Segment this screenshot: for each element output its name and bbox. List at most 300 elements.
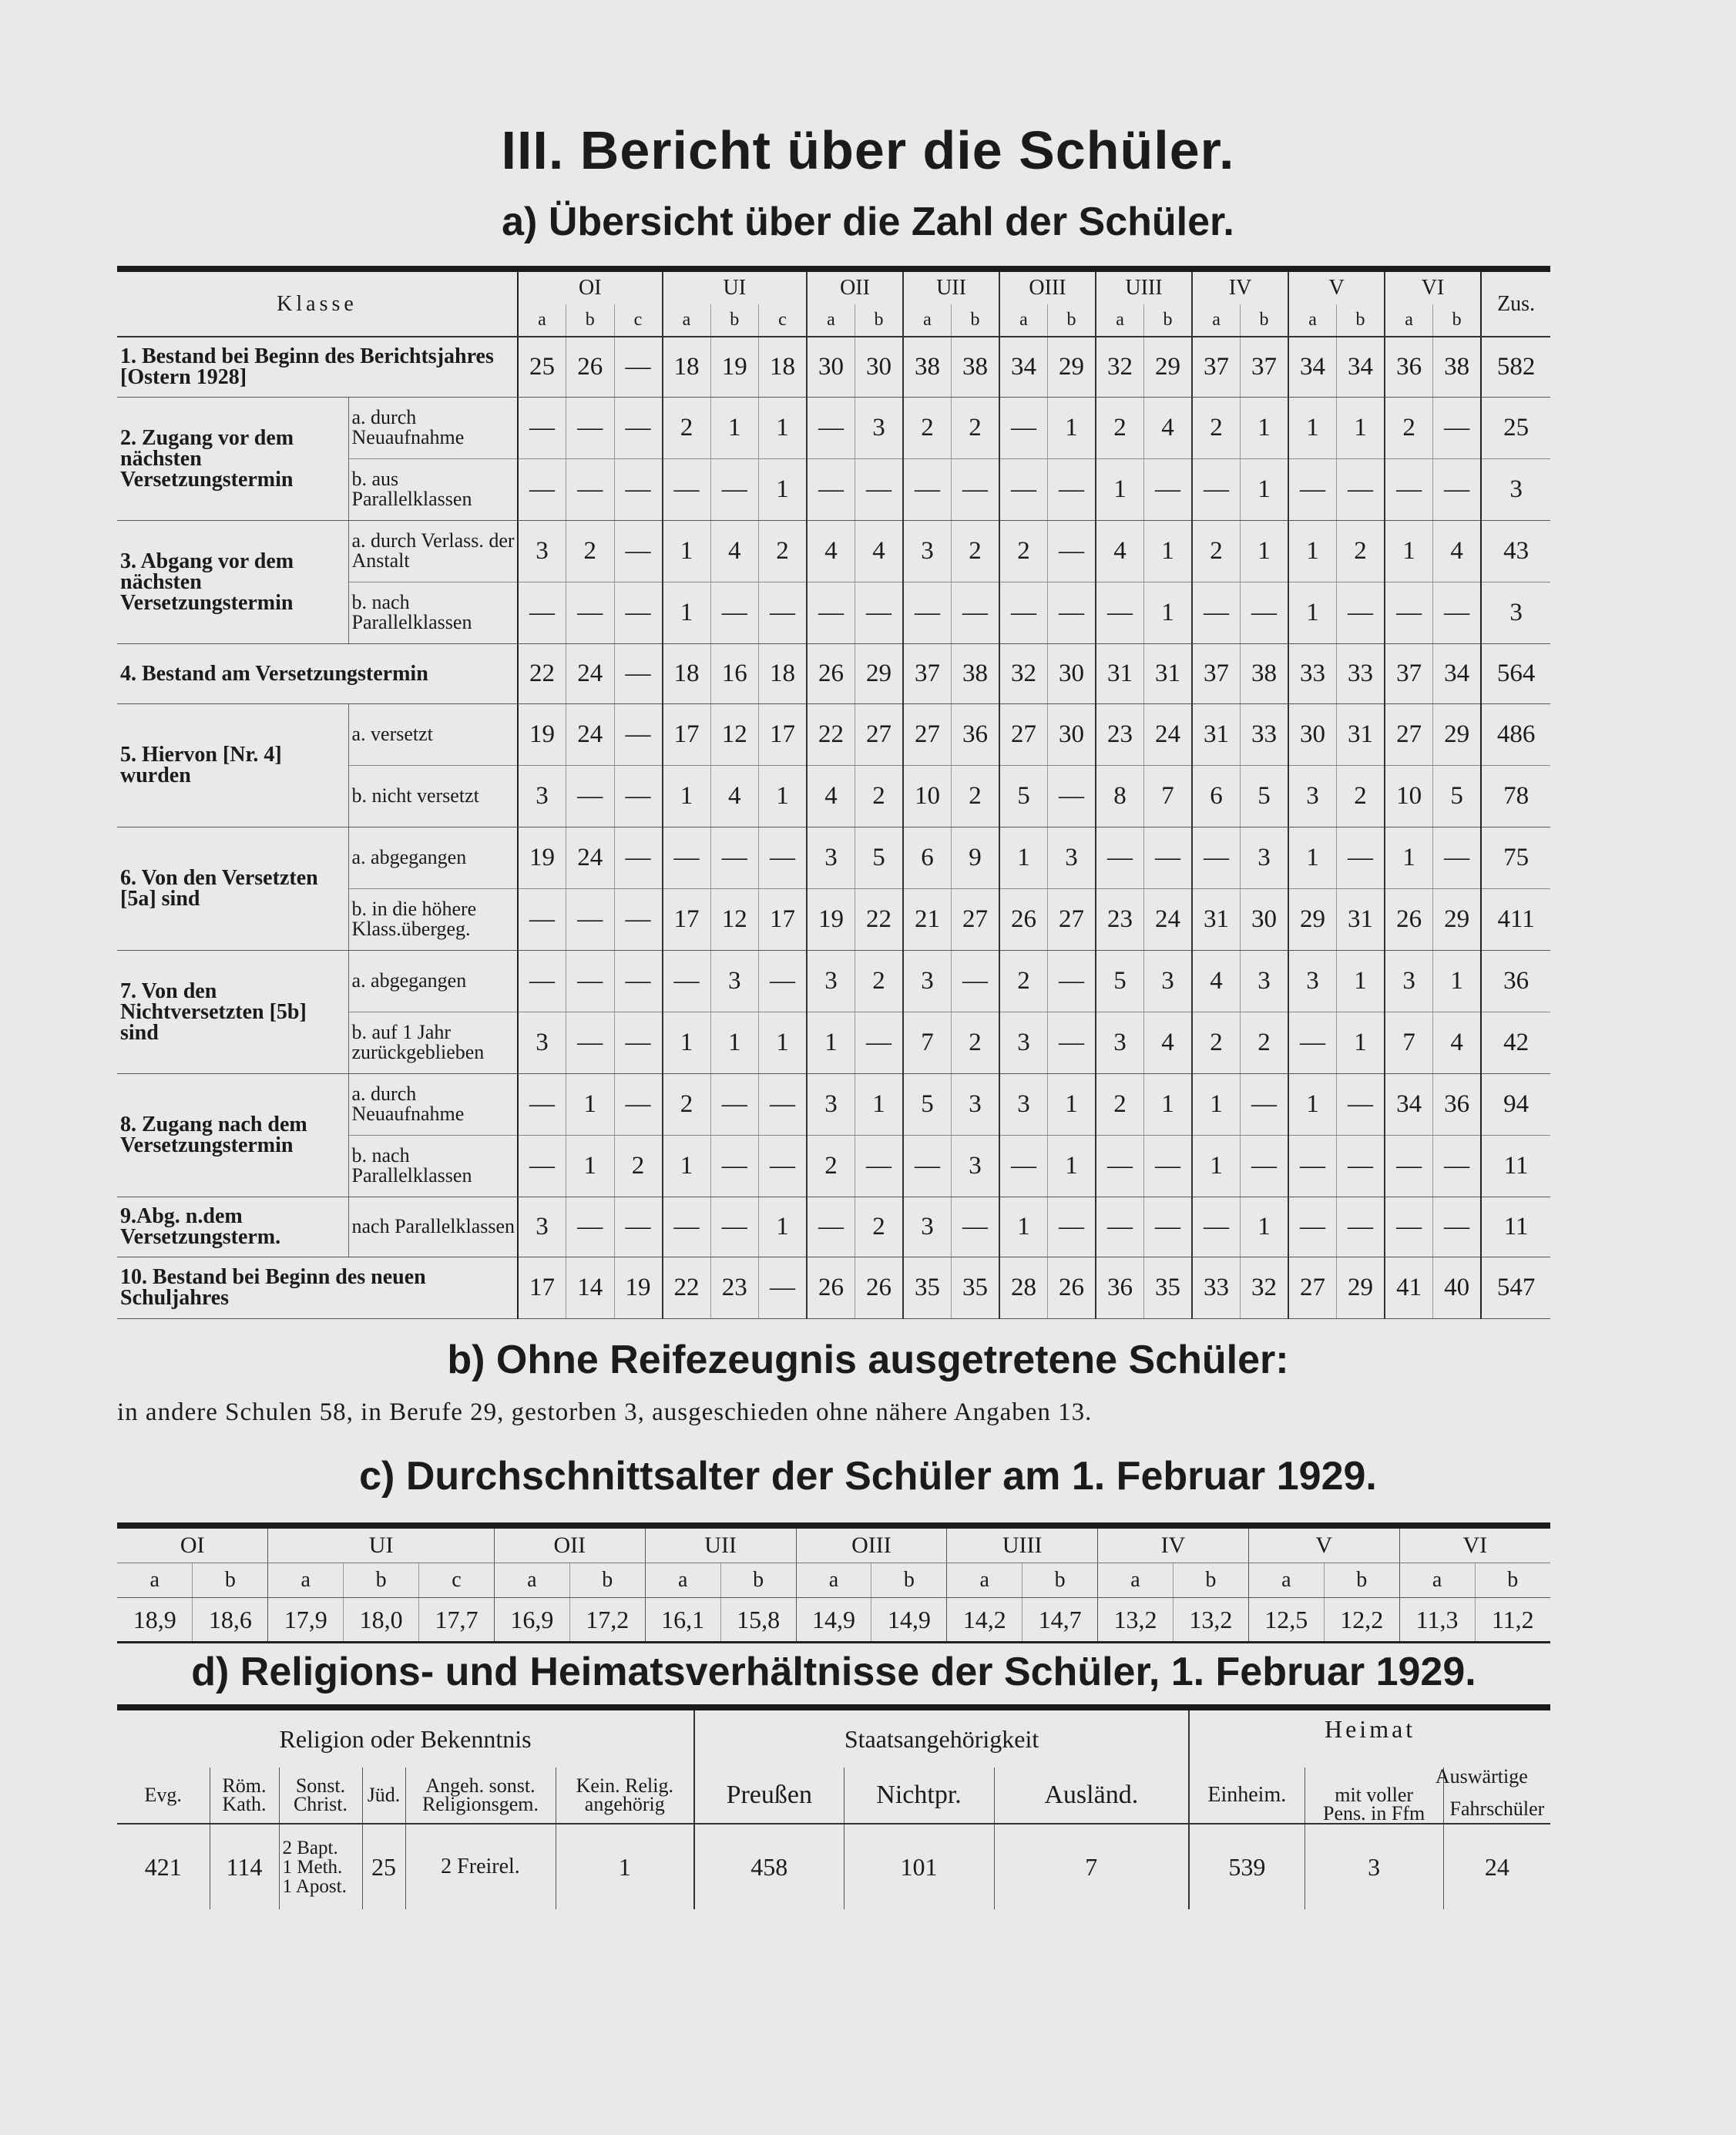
count-cell: — bbox=[1337, 1073, 1385, 1135]
count-cell: — bbox=[566, 582, 615, 643]
age-group-header: OII bbox=[494, 1526, 645, 1563]
count-cell: — bbox=[1288, 1197, 1337, 1257]
age-value: 17,2 bbox=[569, 1598, 645, 1643]
count-cell: — bbox=[855, 458, 904, 520]
count-cell: 38 bbox=[952, 337, 1000, 397]
row-label: 8. Zugang nach dem Versetzungstermin bbox=[117, 1073, 348, 1197]
count-cell: — bbox=[1144, 1197, 1193, 1257]
count-cell: 29 bbox=[1337, 1257, 1385, 1318]
age-sub-header: b bbox=[1324, 1563, 1399, 1598]
count-cell: 12 bbox=[710, 703, 759, 765]
count-cell: — bbox=[855, 1012, 904, 1073]
val-pens: 3 bbox=[1305, 1824, 1443, 1909]
count-cell: 1 bbox=[710, 1012, 759, 1073]
count-cell: 22 bbox=[663, 1257, 711, 1318]
count-cell: 1 bbox=[1144, 520, 1193, 582]
row-sublabel: a. versetzt bbox=[348, 703, 518, 765]
count-cell: 7 bbox=[903, 1012, 952, 1073]
count-cell: 18 bbox=[759, 337, 808, 397]
count-cell: — bbox=[518, 582, 566, 643]
count-cell: — bbox=[1144, 458, 1193, 520]
count-cell: 29 bbox=[1433, 703, 1482, 765]
count-cell: — bbox=[807, 397, 855, 458]
total-cell: 3 bbox=[1481, 582, 1550, 643]
count-cell: 2 bbox=[855, 950, 904, 1012]
count-cell: 38 bbox=[1241, 643, 1289, 703]
row-sublabel: b. nicht versetzt bbox=[348, 765, 518, 827]
count-cell: 24 bbox=[566, 703, 615, 765]
count-cell: — bbox=[710, 1135, 759, 1197]
count-cell: 3 bbox=[952, 1135, 1000, 1197]
count-cell: — bbox=[614, 765, 663, 827]
age-value: 13,2 bbox=[1173, 1598, 1248, 1643]
val-roem: 114 bbox=[210, 1824, 279, 1909]
age-sub-header: a bbox=[1399, 1563, 1475, 1598]
col-preussen: Preußen bbox=[694, 1767, 844, 1824]
count-cell: 16 bbox=[710, 643, 759, 703]
count-cell: 33 bbox=[1241, 703, 1289, 765]
age-group-header: OIII bbox=[796, 1526, 947, 1563]
count-cell: 3 bbox=[1144, 950, 1193, 1012]
count-cell: 17 bbox=[759, 888, 808, 950]
count-cell: — bbox=[1433, 827, 1482, 888]
section-a-heading: a) Übersicht über die Zahl der Schüler. bbox=[502, 200, 1234, 244]
col-jued: Jüd. bbox=[362, 1767, 405, 1824]
count-cell: 37 bbox=[1192, 337, 1241, 397]
count-cell: 4 bbox=[1433, 1012, 1482, 1073]
age-value: 14,9 bbox=[796, 1598, 871, 1643]
class-sub-header: a bbox=[518, 304, 566, 337]
count-cell: 41 bbox=[1385, 1257, 1433, 1318]
count-cell: 31 bbox=[1192, 888, 1241, 950]
count-cell: — bbox=[1048, 1012, 1096, 1073]
col-einheim: Einheim. bbox=[1189, 1767, 1305, 1824]
count-cell: 24 bbox=[1144, 703, 1193, 765]
count-cell: 33 bbox=[1288, 643, 1337, 703]
count-cell: 1 bbox=[663, 765, 711, 827]
count-cell: 2 bbox=[566, 520, 615, 582]
count-cell: 36 bbox=[952, 703, 1000, 765]
count-cell: — bbox=[1048, 1197, 1096, 1257]
count-cell: 31 bbox=[1192, 703, 1241, 765]
count-cell: 25 bbox=[518, 337, 566, 397]
count-cell: — bbox=[999, 397, 1048, 458]
count-cell: — bbox=[710, 1073, 759, 1135]
count-cell: 3 bbox=[903, 1197, 952, 1257]
age-group-header: VI bbox=[1399, 1526, 1550, 1563]
count-cell: 1 bbox=[1144, 1073, 1193, 1135]
count-cell: — bbox=[1048, 458, 1096, 520]
count-cell: 1 bbox=[1288, 520, 1337, 582]
count-cell: 26 bbox=[999, 888, 1048, 950]
count-cell: 2 bbox=[663, 397, 711, 458]
age-value: 18,0 bbox=[344, 1598, 419, 1643]
age-sub-header: a bbox=[1248, 1563, 1324, 1598]
count-cell: — bbox=[952, 582, 1000, 643]
row-sublabel: b. nach Parallelklassen bbox=[348, 582, 518, 643]
count-cell: 2 bbox=[903, 397, 952, 458]
class-sub-header: b bbox=[710, 304, 759, 337]
count-cell: — bbox=[1144, 827, 1193, 888]
count-cell: — bbox=[1192, 582, 1241, 643]
age-value: 17,9 bbox=[268, 1598, 344, 1643]
count-cell: — bbox=[1048, 765, 1096, 827]
count-cell: 35 bbox=[903, 1257, 952, 1318]
class-sub-header: b bbox=[1241, 304, 1289, 337]
count-cell: 24 bbox=[566, 827, 615, 888]
count-cell: 10 bbox=[903, 765, 952, 827]
count-cell: 1 bbox=[663, 1135, 711, 1197]
class-sub-header: a bbox=[807, 304, 855, 337]
col-kein-2: angehörig bbox=[584, 1793, 665, 1815]
count-cell: 24 bbox=[1144, 888, 1193, 950]
count-cell: 1 bbox=[1288, 397, 1337, 458]
count-cell: 17 bbox=[518, 1257, 566, 1318]
age-value: 14,2 bbox=[947, 1598, 1022, 1643]
count-cell: 3 bbox=[903, 520, 952, 582]
age-value: 14,9 bbox=[871, 1598, 947, 1643]
col-pens-2: Pens. in Ffm bbox=[1323, 1802, 1425, 1824]
count-cell: 2 bbox=[1337, 520, 1385, 582]
count-cell: 5 bbox=[855, 827, 904, 888]
count-cell: 2 bbox=[1337, 765, 1385, 827]
count-cell: 2 bbox=[1241, 1012, 1289, 1073]
total-cell: 486 bbox=[1481, 703, 1550, 765]
count-cell: 4 bbox=[1144, 397, 1193, 458]
class-group-header: UII bbox=[903, 269, 999, 304]
count-cell: 1 bbox=[999, 1197, 1048, 1257]
religion-heimat-table bbox=[117, 1704, 1550, 1909]
count-cell: — bbox=[1433, 1197, 1482, 1257]
count-cell: 23 bbox=[1096, 888, 1144, 950]
age-sub-header: a bbox=[117, 1563, 193, 1598]
age-group-header: IV bbox=[1098, 1526, 1249, 1563]
count-cell: 3 bbox=[1241, 827, 1289, 888]
count-cell: — bbox=[999, 458, 1048, 520]
count-cell: 31 bbox=[1337, 888, 1385, 950]
total-cell: 547 bbox=[1481, 1257, 1550, 1318]
count-cell: 1 bbox=[663, 520, 711, 582]
total-cell: 11 bbox=[1481, 1197, 1550, 1257]
count-cell: — bbox=[1048, 582, 1096, 643]
val-kein: 1 bbox=[556, 1824, 694, 1909]
count-cell: — bbox=[614, 1197, 663, 1257]
count-cell: — bbox=[1337, 582, 1385, 643]
age-sub-header: c bbox=[419, 1563, 495, 1598]
col-sonst-2: Christ. bbox=[293, 1793, 348, 1815]
count-cell: — bbox=[807, 582, 855, 643]
class-sub-header: b bbox=[1337, 304, 1385, 337]
age-value: 17,7 bbox=[419, 1598, 495, 1643]
count-cell: 37 bbox=[1241, 337, 1289, 397]
count-cell: — bbox=[614, 582, 663, 643]
row-sublabel: a. abgegangen bbox=[348, 827, 518, 888]
row-sublabel: a. abgegangen bbox=[348, 950, 518, 1012]
total-cell: 75 bbox=[1481, 827, 1550, 888]
row-sublabel: nach Parallelklassen bbox=[348, 1197, 518, 1257]
col-angeh-1: Angeh. sonst. bbox=[425, 1774, 536, 1797]
age-sub-header: a bbox=[796, 1563, 871, 1598]
age-value: 16,9 bbox=[494, 1598, 569, 1643]
count-cell: 6 bbox=[1192, 765, 1241, 827]
col-auslaend: Ausländ. bbox=[994, 1767, 1189, 1824]
age-value: 12,2 bbox=[1324, 1598, 1399, 1643]
count-cell: 33 bbox=[1192, 1257, 1241, 1318]
count-cell: — bbox=[518, 950, 566, 1012]
col-angeh-2: Religionsgem. bbox=[422, 1793, 539, 1815]
count-cell: 1 bbox=[807, 1012, 855, 1073]
class-group-header: IV bbox=[1192, 269, 1288, 304]
count-cell: 27 bbox=[952, 888, 1000, 950]
class-sub-header: a bbox=[1096, 304, 1144, 337]
class-sub-header: a bbox=[1288, 304, 1337, 337]
class-sub-header: a bbox=[903, 304, 952, 337]
class-sub-header: b bbox=[1048, 304, 1096, 337]
class-sub-header: b bbox=[1433, 304, 1482, 337]
age-sub-header: b bbox=[569, 1563, 645, 1598]
row-label: 1. Bestand bei Beginn des Berichtsjahres [Ostern 1928] bbox=[117, 337, 518, 397]
age-value: 18,6 bbox=[193, 1598, 268, 1643]
age-sub-header: a bbox=[494, 1563, 569, 1598]
count-cell: — bbox=[566, 765, 615, 827]
count-cell: — bbox=[614, 458, 663, 520]
count-cell: — bbox=[614, 703, 663, 765]
count-cell: 3 bbox=[1048, 827, 1096, 888]
count-cell: — bbox=[614, 950, 663, 1012]
count-cell: 2 bbox=[999, 520, 1048, 582]
count-cell: 3 bbox=[999, 1012, 1048, 1073]
count-cell: 26 bbox=[566, 337, 615, 397]
count-cell: — bbox=[1337, 827, 1385, 888]
count-cell: 3 bbox=[1288, 950, 1337, 1012]
count-cell: 5 bbox=[903, 1073, 952, 1135]
row-sublabel: b. auf 1 Jahr zurückgeblieben bbox=[348, 1012, 518, 1073]
total-cell: 43 bbox=[1481, 520, 1550, 582]
count-cell: — bbox=[1337, 458, 1385, 520]
count-cell: 34 bbox=[1385, 1073, 1433, 1135]
class-sub-header: a bbox=[1192, 304, 1241, 337]
class-group-header: OIII bbox=[999, 269, 1096, 304]
count-cell: 2 bbox=[1096, 397, 1144, 458]
count-cell: 19 bbox=[518, 827, 566, 888]
count-cell: 21 bbox=[903, 888, 952, 950]
count-cell: — bbox=[518, 397, 566, 458]
count-cell: — bbox=[518, 1073, 566, 1135]
age-value: 12,5 bbox=[1248, 1598, 1324, 1643]
count-cell: 5 bbox=[1433, 765, 1482, 827]
col-roem-2: Kath. bbox=[222, 1793, 267, 1815]
count-cell: — bbox=[1385, 1135, 1433, 1197]
count-cell: — bbox=[566, 397, 615, 458]
count-cell: 3 bbox=[1096, 1012, 1144, 1073]
count-cell: 26 bbox=[1385, 888, 1433, 950]
count-cell: 19 bbox=[518, 703, 566, 765]
count-cell: — bbox=[1241, 582, 1289, 643]
count-cell: — bbox=[1337, 1197, 1385, 1257]
count-cell: 37 bbox=[1192, 643, 1241, 703]
count-cell: 22 bbox=[518, 643, 566, 703]
count-cell: — bbox=[903, 1135, 952, 1197]
count-cell: — bbox=[614, 643, 663, 703]
count-cell: — bbox=[566, 888, 615, 950]
count-cell: — bbox=[903, 458, 952, 520]
count-cell: 5 bbox=[999, 765, 1048, 827]
count-cell: 1 bbox=[663, 1012, 711, 1073]
count-cell: 3 bbox=[518, 1012, 566, 1073]
count-cell: 1 bbox=[1288, 1073, 1337, 1135]
count-cell: 1 bbox=[759, 1197, 808, 1257]
count-cell: 4 bbox=[1144, 1012, 1193, 1073]
age-sub-header: a bbox=[947, 1563, 1022, 1598]
count-cell: 5 bbox=[1241, 765, 1289, 827]
section-d-heading: d) Religions- und Heimatsverhältnisse der Schüler, 1. Februar 1929. bbox=[191, 1650, 1476, 1694]
age-value: 11,3 bbox=[1399, 1598, 1475, 1643]
count-cell: 3 bbox=[952, 1073, 1000, 1135]
class-sub-header: c bbox=[759, 304, 808, 337]
total-cell: 25 bbox=[1481, 397, 1550, 458]
count-cell: 4 bbox=[855, 520, 904, 582]
val-sonst-1: 2 Bapt. bbox=[282, 1837, 338, 1858]
age-group-header: UI bbox=[268, 1526, 495, 1563]
count-cell: 1 bbox=[1337, 950, 1385, 1012]
count-cell: 2 bbox=[1385, 397, 1433, 458]
age-group-header: V bbox=[1248, 1526, 1399, 1563]
age-sub-header: b bbox=[871, 1563, 947, 1598]
count-cell: — bbox=[999, 582, 1048, 643]
count-cell: — bbox=[710, 827, 759, 888]
row-label: 9.Abg. n.dem Versetzungsterm. bbox=[117, 1197, 348, 1257]
age-value: 18,9 bbox=[133, 1605, 176, 1633]
count-cell: 17 bbox=[759, 703, 808, 765]
count-cell: 29 bbox=[1144, 337, 1193, 397]
count-cell: 26 bbox=[1048, 1257, 1096, 1318]
val-auslaend: 7 bbox=[994, 1824, 1189, 1909]
count-cell: — bbox=[759, 1257, 808, 1318]
age-sub-header: b bbox=[344, 1563, 419, 1598]
class-group-header: VI bbox=[1385, 269, 1481, 304]
count-cell: 5 bbox=[1096, 950, 1144, 1012]
count-cell: 2 bbox=[855, 1197, 904, 1257]
count-cell: 1 bbox=[1241, 520, 1289, 582]
val-fahr: 24 bbox=[1443, 1824, 1550, 1909]
count-cell: — bbox=[855, 582, 904, 643]
row-label: 2. Zugang vor dem nächsten Versetzungstermin bbox=[117, 397, 348, 520]
row-sublabel: b. in die höhere Klass.übergeg. bbox=[348, 888, 518, 950]
class-sub-header: c bbox=[614, 304, 663, 337]
count-cell: 27 bbox=[999, 703, 1048, 765]
total-cell: 78 bbox=[1481, 765, 1550, 827]
count-cell: 3 bbox=[999, 1073, 1048, 1135]
row-label: 6. Von den Versetzten [5a] sind bbox=[117, 827, 348, 950]
count-cell: 1 bbox=[1096, 458, 1144, 520]
count-cell: 18 bbox=[663, 643, 711, 703]
count-cell: 1 bbox=[1241, 1197, 1289, 1257]
count-cell: 31 bbox=[1144, 643, 1193, 703]
count-cell: — bbox=[1433, 582, 1482, 643]
age-group-header: OI bbox=[117, 1526, 268, 1563]
total-cell: 3 bbox=[1481, 458, 1550, 520]
count-cell: 19 bbox=[710, 337, 759, 397]
row-label: 4. Bestand am Versetzungstermin bbox=[117, 643, 518, 703]
count-cell: — bbox=[1337, 1135, 1385, 1197]
count-cell: 27 bbox=[903, 703, 952, 765]
age-group-header: UII bbox=[645, 1526, 796, 1563]
count-cell: 31 bbox=[1096, 643, 1144, 703]
count-cell: 2 bbox=[855, 765, 904, 827]
count-cell: 2 bbox=[952, 397, 1000, 458]
count-cell: — bbox=[663, 827, 711, 888]
count-cell: — bbox=[952, 1197, 1000, 1257]
count-cell: 31 bbox=[1337, 703, 1385, 765]
count-cell: — bbox=[1048, 520, 1096, 582]
section-b-heading: b) Ohne Reifezeugnis ausgetretene Schüler: bbox=[447, 1338, 1289, 1382]
class-sub-header: b bbox=[855, 304, 904, 337]
count-cell: 1 bbox=[1048, 397, 1096, 458]
age-sub-header: b bbox=[193, 1563, 268, 1598]
count-cell: — bbox=[1433, 458, 1482, 520]
count-cell: — bbox=[614, 337, 663, 397]
count-cell: — bbox=[1241, 1073, 1289, 1135]
count-cell: 3 bbox=[1241, 950, 1289, 1012]
count-cell: — bbox=[1096, 1197, 1144, 1257]
age-sub-header: b bbox=[720, 1563, 796, 1598]
row-sublabel: a. durch Neuaufnahme bbox=[348, 397, 518, 458]
section-c-heading: c) Durchschnittsalter der Schüler am 1. Februar 1929. bbox=[359, 1454, 1377, 1499]
count-cell: — bbox=[1096, 582, 1144, 643]
count-cell: 3 bbox=[710, 950, 759, 1012]
count-cell: 17 bbox=[663, 888, 711, 950]
row-sublabel: a. durch Verlass. der Anstalt bbox=[348, 520, 518, 582]
count-cell: 1 bbox=[999, 827, 1048, 888]
count-cell: — bbox=[710, 1197, 759, 1257]
count-cell: — bbox=[1192, 827, 1241, 888]
total-cell: 411 bbox=[1481, 888, 1550, 950]
zus-header: Zus. bbox=[1481, 269, 1550, 337]
count-cell: 3 bbox=[855, 397, 904, 458]
count-cell: 33 bbox=[1337, 643, 1385, 703]
count-cell: — bbox=[807, 1197, 855, 1257]
age-group-header: UIII bbox=[947, 1526, 1098, 1563]
row-label: 3. Abgang vor dem nächsten Versetzungstermin bbox=[117, 520, 348, 643]
class-group-header: OI bbox=[518, 269, 663, 304]
count-cell: 27 bbox=[855, 703, 904, 765]
count-cell: 37 bbox=[903, 643, 952, 703]
age-sub-header: a bbox=[645, 1563, 720, 1598]
count-cell: — bbox=[807, 458, 855, 520]
total-cell: 36 bbox=[1481, 950, 1550, 1012]
count-cell: 29 bbox=[1433, 888, 1482, 950]
total-cell: 42 bbox=[1481, 1012, 1550, 1073]
count-cell: 37 bbox=[1385, 643, 1433, 703]
count-cell: 9 bbox=[952, 827, 1000, 888]
val-sonst-3: 1 Apost. bbox=[282, 1875, 347, 1897]
col-auswaertige: Auswärtige bbox=[1435, 1765, 1528, 1788]
count-cell: — bbox=[1385, 458, 1433, 520]
count-cell: 1 bbox=[1288, 827, 1337, 888]
count-cell: — bbox=[1192, 458, 1241, 520]
class-sub-header: a bbox=[663, 304, 711, 337]
section-b-text: in andere Schulen 58, in Berufe 29, gestorben 3, ausgeschieden ohne nähere Angaben 13. bbox=[117, 1398, 1093, 1426]
count-cell: 3 bbox=[807, 827, 855, 888]
count-cell: — bbox=[614, 1073, 663, 1135]
count-cell: 2 bbox=[1096, 1073, 1144, 1135]
count-cell: — bbox=[1288, 1135, 1337, 1197]
count-cell: 1 bbox=[566, 1073, 615, 1135]
count-cell: 3 bbox=[518, 520, 566, 582]
count-cell: 3 bbox=[807, 1073, 855, 1135]
count-cell: — bbox=[999, 1135, 1048, 1197]
count-cell: 2 bbox=[1192, 520, 1241, 582]
